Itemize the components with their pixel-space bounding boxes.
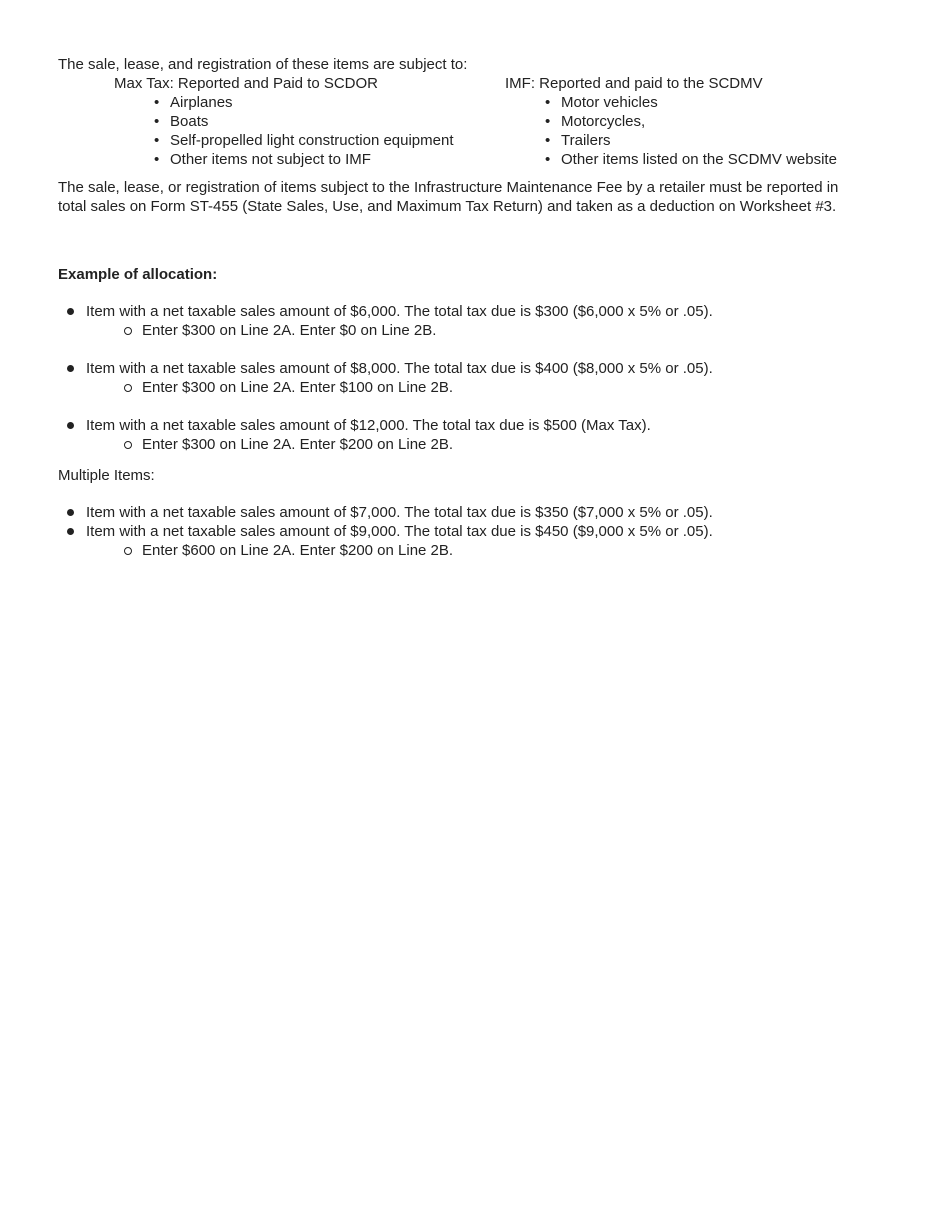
item-columns: [58, 74, 898, 168]
imf-heading: IMF: Reported and paid to the SCDMV: [505, 75, 763, 92]
circle-bullet-icon: [124, 441, 132, 449]
list-item: • Trailers: [545, 132, 611, 149]
list-item: • Boats: [154, 113, 209, 130]
bullet-icon: •: [545, 151, 551, 168]
circle-bullet-icon: [124, 547, 132, 555]
list-item: • Motor vehicles: [545, 94, 658, 111]
paragraph-line: total sales on Form ST-455 (State Sales, Use, and Maximum Tax Return) and taken as a deduction on Worksheet #3.: [58, 198, 837, 215]
max-tax-heading: Max Tax: Reported and Paid to SCDOR: [114, 75, 379, 92]
circle-bullet-icon: [124, 327, 132, 335]
imf-list: [505, 93, 905, 169]
document-page: [58, 55, 898, 560]
list-item: • Motorcycles,: [545, 113, 646, 130]
bullet-icon: [67, 509, 74, 516]
bullet-icon: •: [545, 113, 551, 130]
max-tax-list: [114, 93, 494, 169]
list-item: Item with a net taxable sales amount of $12,000. The total tax due is $500 (Max Tax). Enter $300 on Line 2A. Enter $200 on Line 2B.: [58, 416, 898, 454]
bullet-icon: [67, 528, 74, 535]
list-item: Item with a net taxable sales amount of $8,000. The total tax due is $400 ($8,000 x 5% or .05). Enter $300 on Line 2A. Enter $100 on Line 2B.: [58, 359, 898, 397]
list-item: Item with a net taxable sales amount of $6,000. The total tax due is $300 ($6,000 x 5% or .05). Enter $300 on Line 2A. Enter $0 on Line 2B.: [58, 302, 898, 340]
bullet-icon: •: [545, 94, 551, 111]
list-item: Item with a net taxable sales amount of $7,000. The total tax due is $350 ($7,000 x 5% or .05).: [58, 503, 898, 522]
paragraph-line: The sale, lease, or registration of items subject to the Infrastructure Maintenance Fee by a retailer must be reported in: [58, 179, 839, 196]
bullet-icon: •: [154, 113, 160, 130]
bullet-icon: •: [154, 94, 160, 111]
list-item: • Other items listed on the SCDMV website: [545, 151, 837, 168]
circle-bullet-icon: [124, 384, 132, 392]
example-heading: Example of allocation:: [58, 266, 218, 283]
intro-text: The sale, lease, and registration of these items are subject to:: [58, 56, 468, 73]
bullet-icon: •: [154, 132, 160, 149]
list-item: Item with a net taxable sales amount of $9,000. The total tax due is $450 ($9,000 x 5% or .05).: [58, 522, 898, 541]
list-item: Enter $600 on Line 2A. Enter $200 on Line 2B.: [58, 541, 898, 560]
multiple-items-list: [58, 503, 898, 560]
bullet-icon: [67, 422, 74, 429]
bullet-icon: •: [545, 132, 551, 149]
max-tax-column: [114, 74, 494, 169]
bullet-icon: •: [154, 151, 160, 168]
list-item: • Self-propelled light construction equipment: [154, 132, 454, 149]
imf-column: [505, 74, 905, 169]
multiple-items-heading: Multiple Items:: [58, 467, 155, 484]
list-item: • Airplanes: [154, 94, 233, 111]
deduction-paragraph: [58, 178, 898, 216]
bullet-icon: [67, 365, 74, 372]
bullet-icon: [67, 308, 74, 315]
list-item: • Other items not subject to IMF: [154, 151, 371, 168]
example-list: [58, 302, 898, 454]
